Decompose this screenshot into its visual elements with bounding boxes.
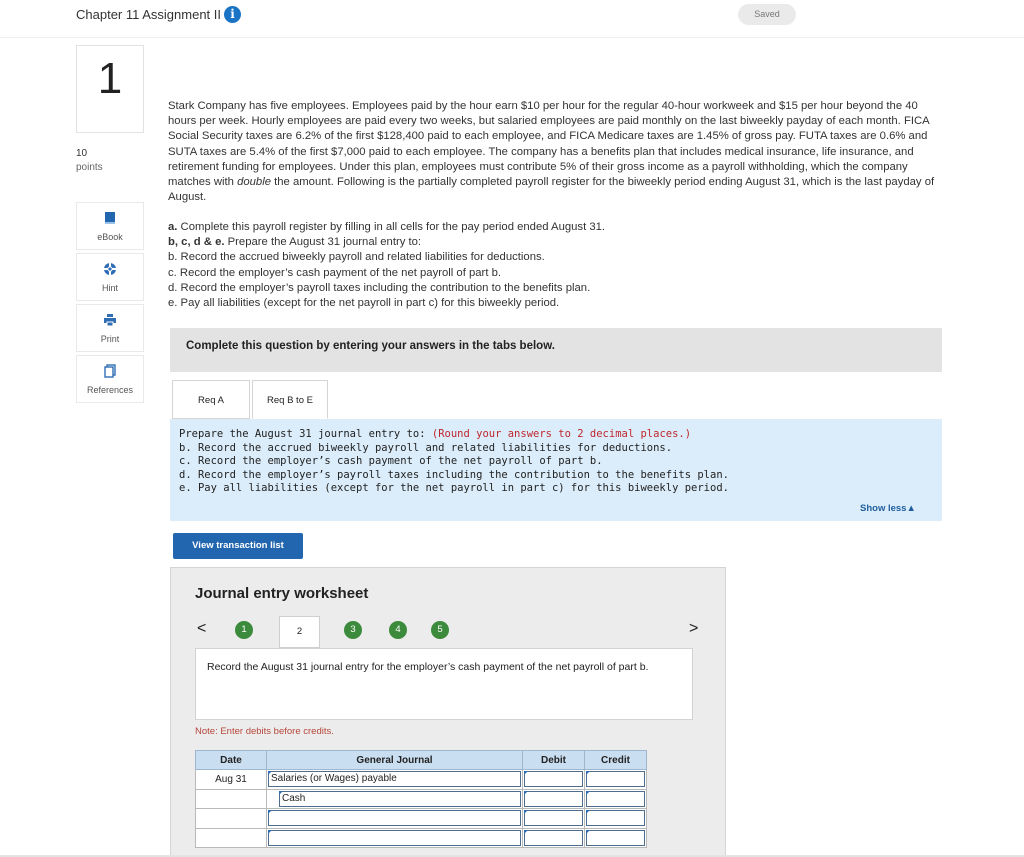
- hint-icon: [103, 262, 117, 276]
- credit-cell: [585, 789, 647, 809]
- references-button[interactable]: [76, 355, 144, 403]
- print-icon: [103, 313, 117, 327]
- date-cell[interactable]: [196, 789, 267, 809]
- journal-header-row: [196, 751, 647, 770]
- instruction-c: c. Record the employer’s cash payment of the net payroll of part b.: [179, 455, 603, 467]
- debit-cell: [523, 809, 585, 829]
- hint-label: Hint: [101, 283, 118, 293]
- view-transaction-list-button[interactable]: View transaction list: [173, 533, 303, 559]
- print-button[interactable]: [76, 304, 144, 352]
- print-label: Print: [100, 334, 120, 344]
- instruction-d: d. Record the employer’s payroll taxes including the contribution to the benefits plan.: [179, 468, 729, 481]
- debit-input[interactable]: [524, 830, 583, 846]
- problem-statement: [168, 99, 942, 205]
- part-c-text: c. Record the employer’s cash payment of the net payroll of part b.: [168, 266, 502, 279]
- column-header-general-journal: General Journal: [267, 751, 523, 770]
- entry-description: Record the August 31 journal entry for the employer’s cash payment of the net payroll of part b.: [207, 661, 649, 673]
- step-4-button[interactable]: 4: [389, 621, 407, 639]
- account-cell: [267, 809, 523, 829]
- credit-cell: [585, 809, 647, 829]
- part-bcde-label: b, c, d & e.: [168, 236, 225, 249]
- ebook-label: eBook: [97, 232, 123, 242]
- triangle-up-icon: ▲: [906, 503, 916, 514]
- step-5-button[interactable]: 5: [431, 621, 449, 639]
- part-a-label: a.: [168, 221, 178, 233]
- references-label: References: [86, 385, 134, 395]
- date-cell[interactable]: [196, 828, 267, 848]
- journal-table: [195, 750, 647, 848]
- points-label: points: [76, 162, 103, 173]
- info-icon[interactable]: i: [224, 6, 241, 23]
- problem-text-1: Stark Company has five employees. Employees paid by the hour earn $10 per hour for the regular 40-hour workweek and $15 per hour beyond the 40 hours per week. Hourly employees are paid every two weeks, but salaried employees are paid monthly on the last biweekly payday of each month. FICA Social Security taxes are 6.2% of the first $128,400 paid to each employee, and FICA Medicare taxes are 1.45% of gross pay. FUTA taxes are 0.6% and SUTA taxes are 5.4% of the first $7,000 paid to each employee. The company has a benefits plan that includes medical insurance, life insurance, and retirement funding for employees. Under this plan, employees must contribute 5% of their gross income as a payroll withholding, which the company matches with: [168, 100, 930, 189]
- account-cell: [267, 789, 523, 809]
- part-e-text: e. Pay all liabilities (except for the net payroll in part c) for this biweekly period.: [168, 297, 560, 310]
- instruction-e: e. Pay all liabilities (except for the net payroll in part c) for this biweekly period.: [179, 482, 729, 494]
- question-number: 1: [97, 54, 123, 103]
- part-bcde-text: Prepare the August 31 journal entry to:: [224, 236, 422, 249]
- problem-parts: [168, 220, 868, 311]
- account-cell: [267, 770, 523, 790]
- ebook-icon: [103, 211, 117, 225]
- problem-text-emphasis: double: [237, 176, 271, 189]
- credit-input[interactable]: [586, 771, 645, 787]
- points-value: 10: [76, 148, 88, 159]
- credit-input[interactable]: [586, 830, 645, 846]
- problem-text-2: the amount. Following is the partially completed payroll register for the biweekly period ending August 31, which is the last payday of August.: [168, 176, 935, 204]
- tab-req-b-to-e[interactable]: Req B to E: [252, 380, 328, 419]
- instructions-banner: [170, 328, 942, 372]
- part-b-text: b. Record the accrued biweekly payroll and related liabilities for deductions.: [168, 251, 545, 264]
- step-3-button[interactable]: 3: [344, 621, 362, 639]
- table-row: [196, 789, 647, 809]
- part-a-text: Complete this payroll register by filling in all cells for the pay period ended August 31.: [177, 221, 606, 233]
- worksheet-title: Journal entry worksheet: [195, 585, 369, 602]
- credit-cell: [585, 828, 647, 848]
- column-header-debit: Debit: [523, 751, 585, 770]
- saved-status-badge: Saved: [738, 4, 796, 25]
- debits-credits-note: Note: Enter debits before credits.: [195, 726, 334, 737]
- rounding-note: (Round your answers to 2 decimal places.): [431, 428, 692, 440]
- account-select[interactable]: [268, 830, 521, 846]
- account-select[interactable]: [268, 810, 521, 826]
- step-2-button[interactable]: 2: [279, 616, 320, 648]
- account-select[interactable]: Cash: [279, 791, 521, 807]
- debit-cell: [523, 770, 585, 790]
- ebook-button[interactable]: [76, 202, 144, 250]
- entry-description-box: [195, 648, 693, 720]
- credit-input[interactable]: [586, 810, 645, 826]
- assignment-title: Chapter 11 Assignment II: [76, 7, 222, 22]
- table-row: [196, 828, 647, 848]
- step-1-button[interactable]: 1: [235, 621, 253, 639]
- show-less-link[interactable]: [860, 503, 916, 514]
- credit-cell: [585, 770, 647, 790]
- next-arrow-icon[interactable]: >: [689, 620, 699, 637]
- debit-input[interactable]: [524, 810, 583, 826]
- banner-text: Complete this question by entering your answers in the tabs below.: [186, 340, 555, 352]
- account-cell: [267, 828, 523, 848]
- hint-button[interactable]: [76, 253, 144, 301]
- tab-req-a[interactable]: Req A: [172, 380, 250, 419]
- instruction-b: b. Record the accrued biweekly payroll and related liabilities for deductions.: [179, 441, 673, 454]
- account-select[interactable]: Salaries (or Wages) payable: [268, 771, 521, 787]
- instructions-lead: Prepare the August 31 journal entry to:: [179, 428, 432, 440]
- requirement-instructions: [170, 419, 942, 521]
- references-icon: [103, 364, 117, 378]
- part-d-text: d. Record the employer’s payroll taxes including the contribution to the benefits plan.: [168, 281, 591, 294]
- debit-cell: [523, 789, 585, 809]
- top-bar: [0, 0, 1024, 38]
- column-header-date: Date: [196, 751, 267, 770]
- table-row: [196, 770, 647, 790]
- previous-arrow-icon[interactable]: <: [197, 620, 207, 637]
- column-header-credit: Credit: [585, 751, 647, 770]
- date-cell[interactable]: Aug 31: [196, 770, 267, 790]
- table-row: [196, 809, 647, 829]
- journal-entry-worksheet: [170, 567, 726, 857]
- debit-input[interactable]: [524, 771, 583, 787]
- credit-input[interactable]: [586, 791, 645, 807]
- debit-input[interactable]: [524, 791, 583, 807]
- date-cell[interactable]: [196, 809, 267, 829]
- show-less-label: Show less: [860, 503, 907, 514]
- debit-cell: [523, 828, 585, 848]
- question-number-box: [76, 45, 144, 133]
